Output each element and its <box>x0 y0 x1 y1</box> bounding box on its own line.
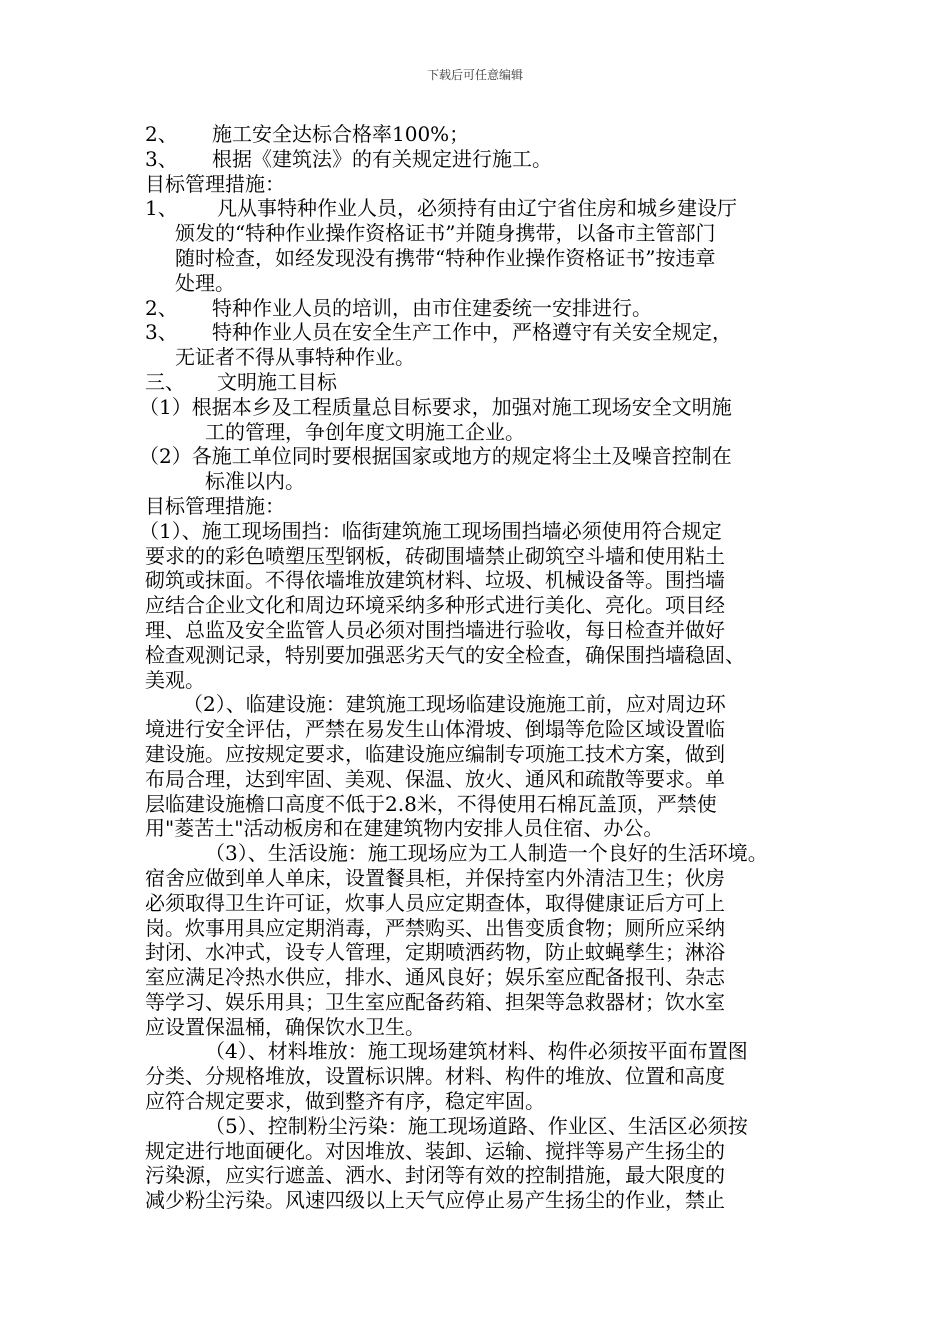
text-line: 随时检查，如经发现没有携带“特种作业操作资格证书”按违章 <box>175 245 716 270</box>
paragraph-line: 层临建设施檐口高度不低于2.8米，不得使用石棉瓦盖顶，严禁使 <box>145 791 717 816</box>
item-text: 根据《建筑法》的有关规定进行施工。 <box>212 146 552 171</box>
item-number: 3、 <box>145 146 178 171</box>
paragraph-line: 污染源，应实行遮盖、洒水、封闭等有效的控制措施，最大限度的 <box>145 1163 725 1188</box>
paragraph-line: 用"菱苦土"活动板房和在建建筑物内安排人员住宿、办公。 <box>145 816 664 841</box>
item-number: 2、 <box>145 295 178 320</box>
text-line: 工的管理，争创年度文明施工企业。 <box>205 419 525 444</box>
list-item: （1）根据本乡及工程质量总目标要求，加强对施工现场安全文明施 <box>139 394 732 419</box>
paragraph-line: 分类、分规格堆放，设置标识牌。材料、构件的堆放、位置和高度 <box>145 1064 725 1089</box>
text-line: 标准以内。 <box>205 469 305 494</box>
paragraph-line: （5）、控制粉尘污染：施工现场道路、作业区、生活区必须按 <box>205 1113 748 1138</box>
item-number: 2、 <box>145 122 178 146</box>
item-number: 3、 <box>145 320 178 345</box>
paragraph-line: 应设置保温桶，确保饮水卫生。 <box>145 1014 425 1039</box>
page-header-note: 下载后可任意编辑 <box>426 68 523 82</box>
item-number: 1、 <box>145 196 178 221</box>
section-title: 文明施工目标 <box>217 369 337 394</box>
list-item <box>145 320 815 345</box>
paragraph-line: （1）、施工现场围挡：临街建筑施工现场围挡墙必须使用符合规定 <box>139 518 722 543</box>
paragraph-line: 应符合规定要求，做到整齐有序，稳定牢固。 <box>145 1089 545 1114</box>
list-item <box>145 147 815 172</box>
section-number: 三、 <box>145 369 185 394</box>
item-text: 特种作业人员的培训，由市住建委统一安排进行。 <box>212 295 652 320</box>
section-heading: 目标管理措施： <box>145 171 285 196</box>
list-item <box>145 296 815 321</box>
paragraph-line: （4）、材料堆放：施工现场建筑材料、构件必须按平面布置图 <box>205 1039 748 1064</box>
paragraph-line: 布局合理，达到牢固、美观、保温、放火、通风和疏散等要求。单 <box>145 766 725 791</box>
item-text: 施工安全达标合格率100%； <box>212 122 470 146</box>
paragraph-line: 砌筑或抹面。不得依墙堆放建筑材料、垃圾、机械设备等。围挡墙 <box>145 568 725 593</box>
text-line: 无证者不得从事特种作业。 <box>175 345 415 370</box>
paragraph-line: 建设施。应按规定要求，临建设施应编制专项施工技术方案，做到 <box>145 741 725 766</box>
list-item <box>145 122 815 147</box>
text-line: 处理。 <box>175 270 235 295</box>
paragraph-line: 减少粉尘污染。风速四级以上天气应停止易产生扬尘的作业，禁止 <box>145 1188 725 1213</box>
paragraph-line: 境进行安全评估，严禁在易发生山体滑坡、倒塌等危险区域设置临 <box>145 717 725 742</box>
paragraph-line: 要求的的彩色喷塑压型钢板，砖砌围墙禁止砌筑空斗墙和使用粘土 <box>145 543 725 568</box>
section-heading: 目标管理措施： <box>145 493 285 518</box>
paragraph-line: 宿舍应做到单人单床，设置餐具柜，并保持室内外清洁卫生；伙房 <box>145 865 725 890</box>
paragraph-line: 美观。 <box>145 667 205 692</box>
item-text: 凡从事特种作业人员，必须持有由辽宁省住房和城乡建设厅 <box>217 196 737 221</box>
paragraph-line: （3）、生活设施：施工现场应为工人制造一个良好的生活环境。 <box>205 841 768 866</box>
item-text: 特种作业人员在安全生产工作中，严格遵守有关安全规定， <box>212 320 732 345</box>
section-heading <box>145 370 815 395</box>
paragraph-line: 检查观测记录，特别要加强恶劣天气的安全检查，确保围挡墙稳固、 <box>145 642 745 667</box>
text-line: 颁发的“特种作业操作资格证书”并随身携带，以备市主管部门 <box>175 221 716 246</box>
paragraph-line: 室应满足冷热水供应，排水、通风良好；娱乐室应配备报刊、杂志 <box>145 965 725 990</box>
paragraph-line: 规定进行地面硬化。对因堆放、装卸、运输、搅拌等易产生扬尘的 <box>145 1138 725 1163</box>
paragraph-line: （2）、临建设施：建筑施工现场临建设施施工前，应对周边环 <box>183 692 726 717</box>
paragraph-line: 必须取得卫生许可证，炊事人员应定期查体，取得健康证后方可上 <box>145 890 725 915</box>
document-body <box>139 122 815 1213</box>
paragraph-line: 等学习、娱乐用具；卫生室应配备药箱、担架等急救器材；饮水室 <box>145 989 725 1014</box>
paragraph-line: 应结合企业文化和周边环境采纳多种形式进行美化、亮化。项目经 <box>145 593 725 618</box>
paragraph-line: 理、总监及安全监管人员必须对围挡墙进行验收，每日检查并做好 <box>145 617 725 642</box>
list-item <box>145 196 815 221</box>
list-item: （2）各施工单位同时要根据国家或地方的规定将尘土及噪音控制在 <box>139 444 732 469</box>
paragraph-line: 封闭、水冲式，设专人管理，定期喷洒药物，防止蚊蝇孳生；淋浴 <box>145 940 725 965</box>
paragraph-line: 岗。炊事用具应定期消毒，严禁购买、出售变质食物；厕所应采纳 <box>145 915 725 940</box>
